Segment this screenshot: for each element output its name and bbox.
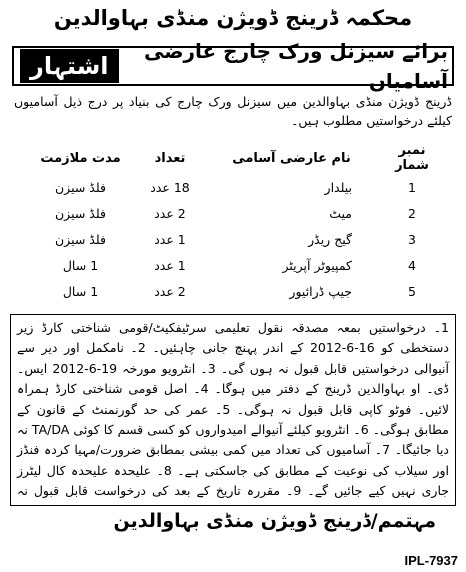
ad-label: اشتہار	[20, 49, 119, 83]
ad-banner	[12, 39, 454, 93]
header-serial: نمبر شمار	[395, 143, 429, 173]
row-post-name: بیلدار	[324, 179, 352, 195]
row-post-name: میٹ	[329, 205, 352, 221]
table-header-row	[22, 142, 442, 174]
row-serial: 5	[408, 283, 416, 299]
terms-box: 1۔ درخواستیں بمعہ مصدقہ نقول تعلیمی سرٹیفکیٹ/قومی شناختی کارڈ زیر دستخطی کو 16-6-2012 کے اندر پہنچ جانی چاہئیں۔ 2۔ نامکمل اور دیر سے آنیوالی درخواستیں قابل قبول نہ ہوں گی۔ 3۔ انٹرویو مورخہ 19-6-2012 ایس۔ ڈی۔ او بہاوالدین ڈرینج کے دفتر میں ہوگا۔ 4۔ اصل قومی شناختی کارڈ ہمراہ لائیں۔ فوٹو کاپی قابل قبول نہ ہوگی۔ 5۔ عمر کی حد گورنمنٹ کے قانون کے مطابق ہوگی۔ 6۔ انٹرویو کیلئے آنیوالے امیدواروں کو کسی قسم کا کوئی TA/DA نہ دیا جائیگا۔ 7۔ آسامیوں کی تعداد میں کمی بیشی بمطابق ضرورت/مہیا کردہ فنڈز اور سیلاب کی نوعیت کے مطابق کی جاسکتی ہے۔ 8۔ علیحدہ علیحدہ کال لیٹرز جاری نہیں کیے جائیں گے۔ 9۔ مقررہ تاریخ کے بعد کی درخواست قابل قبول نہ	[10, 314, 456, 506]
row-post-name: کمپیوٹر آپریٹر	[282, 257, 352, 273]
row-serial: 1	[408, 179, 416, 195]
table-row	[22, 200, 442, 226]
row-duration: 1 سال	[62, 257, 99, 273]
row-post-name: جیپ ڈرائیور	[289, 283, 352, 299]
row-quantity: 18 عدد	[150, 179, 190, 195]
row-serial: 2	[408, 205, 416, 221]
row-quantity: 2 عدد	[154, 205, 186, 221]
row-serial: 4	[408, 257, 416, 273]
row-duration: 1 سال	[62, 283, 99, 299]
signature-line: مہتمم/ڈرینج ڈویژن منڈی بہاوالدین	[113, 510, 436, 532]
table-row	[22, 252, 442, 278]
row-duration: فلڈ سیزن	[55, 179, 106, 195]
row-serial: 3	[408, 231, 416, 247]
row-post-name: گیج ریڈر	[308, 231, 352, 247]
ad-subject: برائے سیزنل ورک چارج عارضی آسامیاں	[143, 39, 448, 93]
table-row	[22, 174, 442, 200]
department-title: محکمہ ڈرینج ڈویژن منڈی بہاوالدین	[53, 6, 413, 30]
row-quantity: 1 عدد	[154, 257, 186, 273]
row-duration: فلڈ سیزن	[55, 205, 106, 221]
table-row	[22, 278, 442, 304]
header-post-name: نام عارضی آسامی	[232, 150, 351, 166]
header-duration: مدت ملازمت	[40, 150, 121, 166]
row-quantity: 1 عدد	[154, 231, 186, 247]
row-duration: فلڈ سیزن	[55, 231, 106, 247]
posts-table	[22, 142, 442, 304]
intro-text: ڈرینج ڈویژن منڈی بہاوالدین میں سیزنل ورک چارج کی بنیاد پر درج ذیل آسامیوں کیلئے درخواستیں مطلوب ہیں۔	[14, 94, 452, 128]
row-quantity: 2 عدد	[154, 283, 186, 299]
header-quantity: تعداد	[154, 150, 186, 166]
reference-code: IPL-7937	[404, 553, 458, 568]
table-row	[22, 226, 442, 252]
